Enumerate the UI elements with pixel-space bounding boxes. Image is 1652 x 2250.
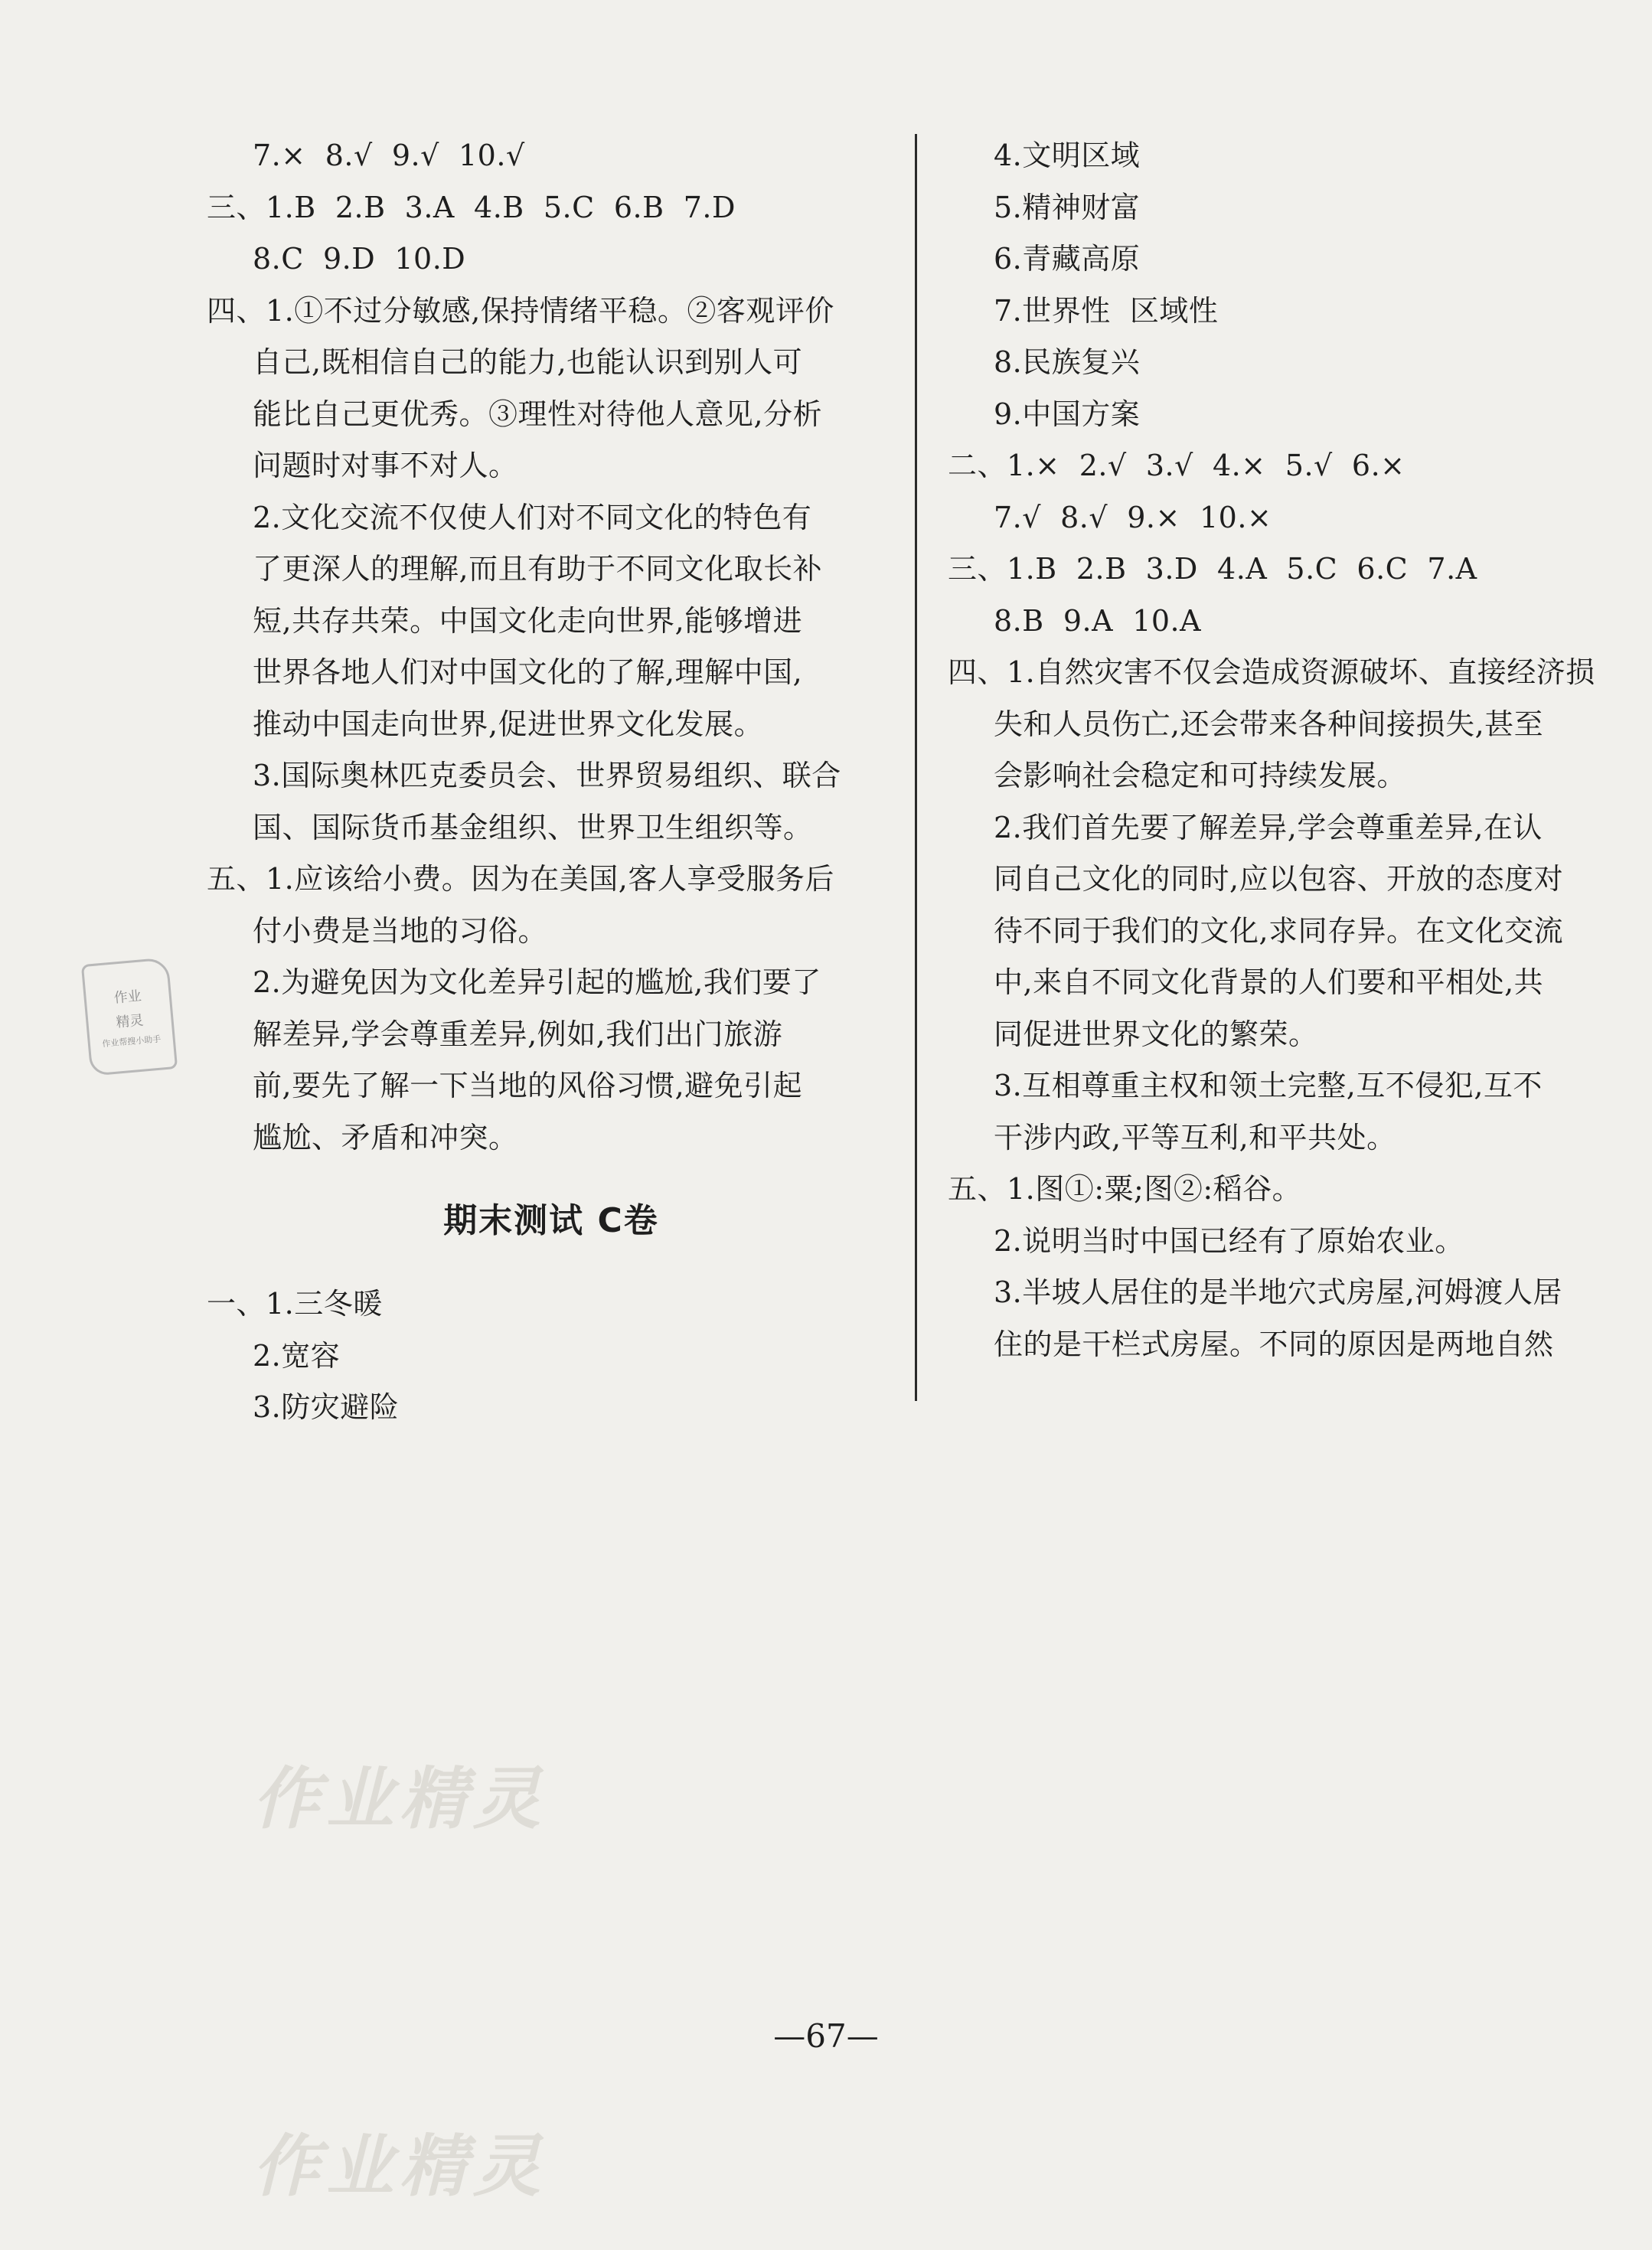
answer-line: 8.C 9.D 10.D [253,242,466,276]
answer-line: 住的是干栏式房屋。不同的原因是两地自然 [994,1327,1554,1361]
stamp-logo [81,957,178,1076]
answer-line: 同自己文化的同时,应以包容、开放的态度对 [994,862,1564,896]
answer-line: 8.B 9.A 10.A [994,603,1202,638]
answer-line: 7.× 8.√ 9.√ 10.√ [253,139,525,172]
answer-line: 推动中国走向世界,促进世界文化发展。 [253,707,764,741]
answer-line: 一、1.三冬暖 [207,1287,383,1321]
answer-line: 5.精神财富 [994,190,1141,224]
column-divider [915,134,917,1401]
answer-line: 国、国际货币基金组织、世界卫生组织等。 [253,810,813,844]
answer-line: 五、1.应该给小费。因为在美国,客人享受服务后 [207,862,834,896]
answer-line: 2.为避免因为文化差异引起的尴尬,我们要了 [253,965,821,999]
stamp-text: 作业帮搜小助手 [101,1034,162,1050]
answer-line: 尴尬、矛盾和冲突。 [253,1120,518,1154]
answer-line: 失和人员伤亡,还会带来各种间接损失,甚至 [994,707,1544,741]
answer-line: 短,共存共荣。中国文化走向世界,能够增进 [253,603,803,638]
answer-line: 3.半坡人居住的是半地穴式房屋,河姆渡人居 [994,1275,1562,1309]
answer-line: 8.民族复兴 [994,345,1141,379]
answer-line: 7.√ 8.√ 9.× 10.× [994,500,1272,534]
answer-line: 五、1.图①:粟;图②:稻谷。 [948,1172,1302,1206]
answer-line: 4.文明区域 [994,139,1141,172]
answer-line: 三、1.B 2.B 3.A 4.B 5.C 6.B 7.D [207,190,736,224]
answer-line: 会影响社会稳定和可持续发展。 [994,759,1407,792]
answer-line: 待不同于我们的文化,求同存异。在文化交流 [994,913,1564,948]
answer-line: 二、1.× 2.√ 3.√ 4.× 5.√ 6.× [948,449,1406,482]
answer-line: 四、1.①不过分敏感,保持情绪平稳。②客观评价 [207,293,834,328]
answer-line: 3.防灾避险 [253,1390,400,1424]
stamp-text: 作业 [113,988,142,1007]
answer-line: 6.青藏高原 [994,242,1141,276]
watermark: 作业精灵 [253,1759,547,1838]
answer-line: 前,要先了解一下当地的风俗习惯,避免引起 [253,1069,803,1102]
answer-line: 3.互相尊重主权和领土完整,互不侵犯,互不 [994,1069,1543,1102]
answer-line: 三、1.B 2.B 3.D 4.A 5.C 6.C 7.A [948,552,1477,586]
answer-line: 9.中国方案 [994,397,1141,431]
answer-line: 2.文化交流不仅使人们对不同文化的特色有 [253,500,812,534]
answer-line: 中,来自不同文化背景的人们要和平相处,共 [994,965,1544,999]
answer-line: 3.国际奥林匹克委员会、世界贸易组织、联合 [253,759,841,792]
answer-line: 了更深人的理解,而且有助于不同文化取长补 [253,552,823,586]
answer-line: 问题时对事不对人。 [253,449,518,482]
page-number: —67— [773,2017,879,2055]
right-column [948,130,1652,1370]
left-column [207,130,896,1434]
answer-line: 7.世界性 区域性 [994,293,1219,328]
answer-line: 2.宽容 [253,1338,341,1373]
stamp-text: 精灵 [115,1012,145,1031]
answer-line: 干涉内政,平等互利,和平共处。 [994,1120,1396,1154]
answer-line: 付小费是当地的习俗。 [253,913,548,948]
answer-line: 解差异,学会尊重差异,例如,我们出门旅游 [253,1017,783,1051]
watermark: 作业精灵 [253,2127,547,2206]
answer-line: 2.我们首先要了解差异,学会尊重差异,在认 [994,810,1543,844]
section-title: 期末测试 C卷 [443,1201,659,1240]
answer-line: 四、1.自然灾害不仅会造成资源破坏、直接经济损 [948,655,1595,689]
answer-line: 同促进世界文化的繁荣。 [994,1017,1318,1051]
answer-line: 世界各地人们对中国文化的了解,理解中国, [253,655,803,689]
answer-line: 自己,既相信自己的能力,也能认识到别人可 [253,345,803,379]
answer-line: 2.说明当时中国已经有了原始农业。 [994,1223,1464,1258]
answer-line: 能比自己更优秀。③理性对待他人意见,分析 [253,397,823,431]
